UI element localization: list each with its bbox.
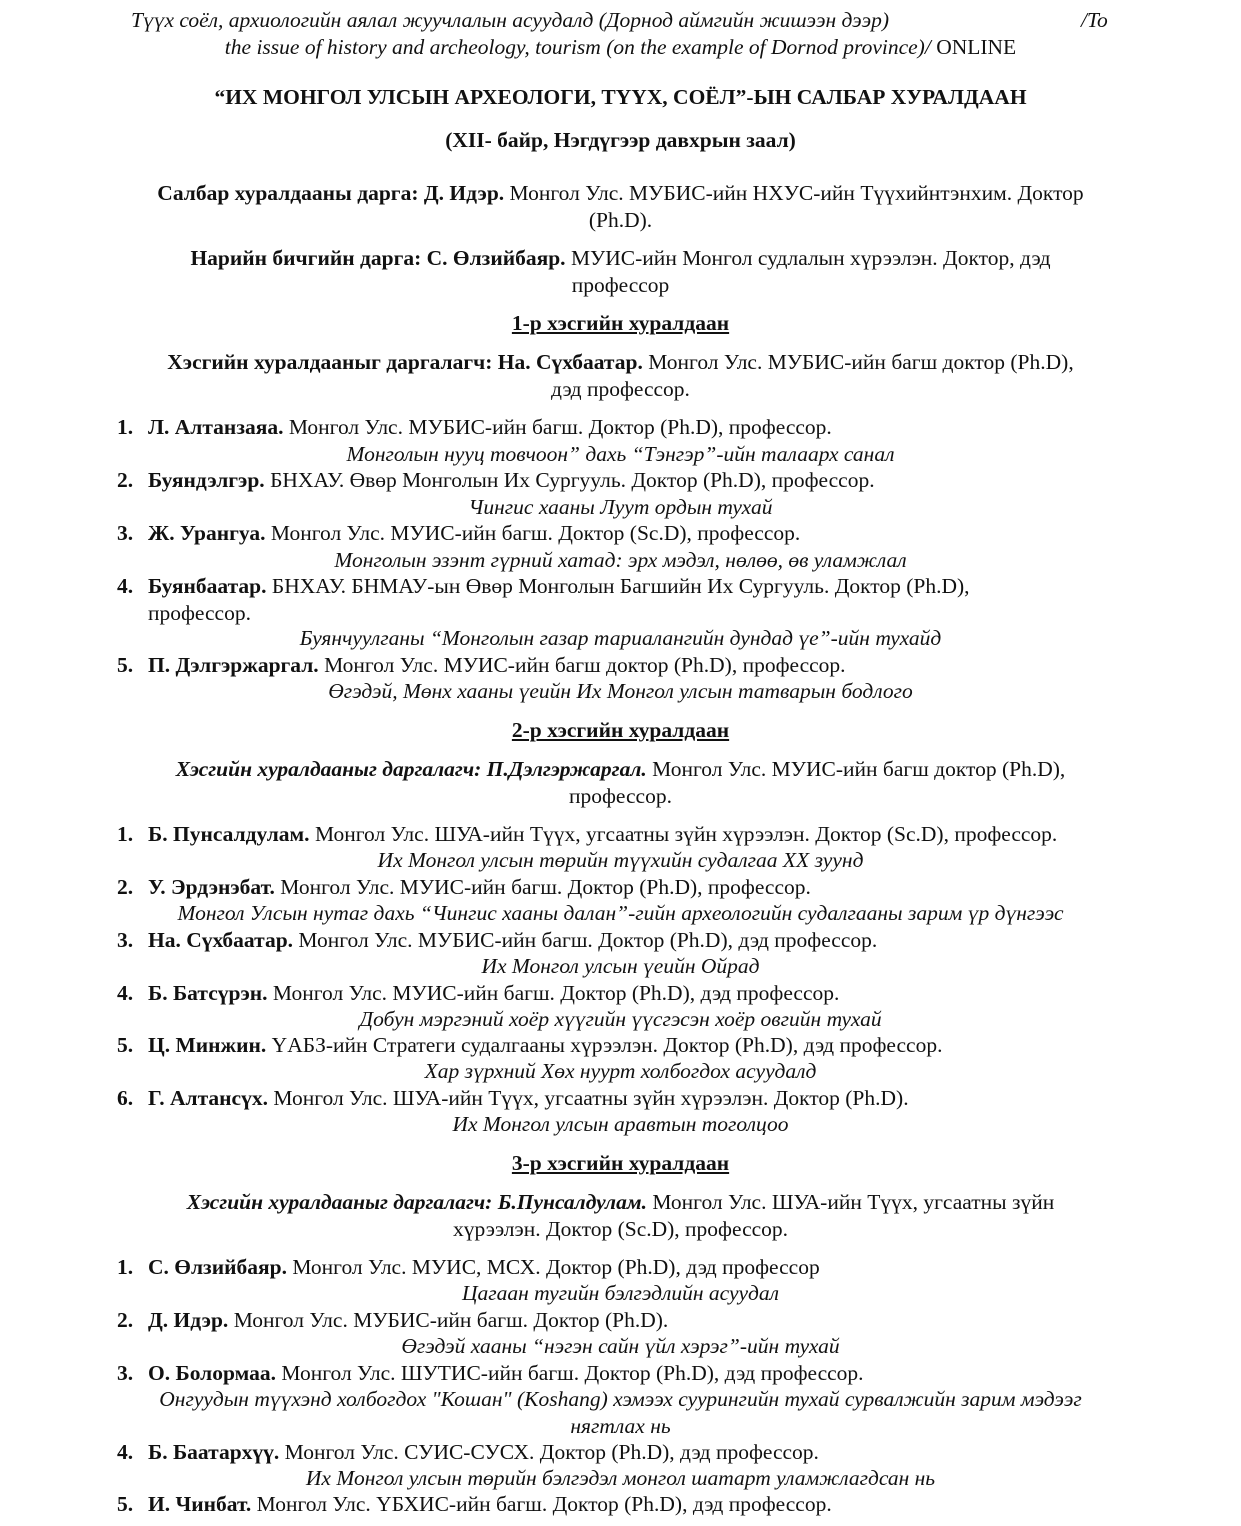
chair-paragraph [110,180,1131,233]
moderator-label: Хэсгийн хуралдааныг даргалагч: П.Дэлгэржаргал. [175,757,647,781]
paper-topic-line1: Онгуудын түүхэнд холбогдох "Кошан" (Koshang) хэмээх суурингийн тухай сурвалжийн зарим мэдээг [159,1387,1082,1411]
speaker-name: Буянбаатар. [148,574,267,598]
item-number: 2. [117,468,134,492]
speaker-affiliation: БНХАУ. БНМАУ-ын Өвөр Монголын Багшийн Их Сургууль. Доктор (Ph.D), [271,574,970,598]
speaker-affiliation: БНХАУ. Өвөр Монголын Их Сургууль. Доктор (Ph.D), профессор. [270,468,875,492]
moderator-desc-line1: Монгол Улс. ШУА-ийн Түүх, угсаатны зүйн [652,1190,1055,1214]
moderator-desc-line1: Монгол Улс. МУИС-ийн багш доктор (Ph.D), [652,757,1066,781]
speaker-name: Л. Алтанзаяа. [148,415,284,439]
speaker-name: Буяндэлгэр. [148,468,265,492]
paper-topic: Добун мэргэний хоёр хүүгийн үүсгэсэн хоёр овгийн тухай [359,1007,882,1031]
speaker-name: Ц. Минжин. [148,1033,267,1057]
session-3-moderator [110,1189,1131,1242]
item-number: 3. [117,928,134,952]
speaker-name: На. Сүхбаатар. [148,928,294,952]
speaker-name: У. Эрдэнэбат. [148,875,275,899]
secretary-desc-line1: МУИС-ийн Монгол судлалын хүрээлэн. Доктор, дэд [570,246,1051,270]
speaker-affiliation: Монгол Улс. МУИС-ийн багш доктор (Ph.D), профессор. [324,653,846,677]
speaker-affiliation: Монгол Улс. МУБИС-ийн багш. Доктор (Ph.D), дэд профессор. [298,928,878,952]
item-number: 5. [117,1033,134,1057]
secretary-paragraph [110,245,1131,298]
speaker-affiliation: Монгол Улс. СУИС-СУСХ. Доктор (Ph.D), дэд профессор. [284,1440,819,1464]
chair-desc-line1: Монгол Улс. МУБИС-ийн НХУС-ийн Түүхийнтэнхим. Доктор [509,181,1084,205]
session-1-heading: 1-р хэсгийн хуралдаан [511,311,730,335]
session-2-moderator [110,756,1131,809]
item-number: 1. [117,822,134,846]
header-title-mongolian: Түүх соёл, архиологийн аялал жуучлалын асуудалд (Дорнод аймгийн жишээн дээр) [131,8,890,32]
paper-topic: Хар зүрхний Хөх нуурт холбогдох асуудалд [424,1059,817,1083]
speaker-affiliation: Монгол Улс. МУБИС-ийн багш. Доктор (Ph.D). [233,1308,669,1332]
secretary-desc-line2: профессор [571,272,670,297]
speaker-name: Б. Батсүрэн. [148,981,268,1005]
speaker-affiliation: Монгол Улс. МУБИС-ийн багш. Доктор (Ph.D), профессор. [288,415,832,439]
speaker-affiliation: Монгол Улс. ШУА-ийн Түүх, угсаатны зүйн хүрээлэн. Доктор (Sc.D), профессор. [314,822,1058,846]
item-number: 2. [117,875,134,899]
speaker-affiliation: Монгол Улс. МУИС-ийн багш. Доктор (Ph.D), дэд профессор. [272,981,840,1005]
item-number: 3. [117,1361,134,1385]
item-number: 3. [117,521,134,545]
header-online-label: ONLINE [936,35,1017,59]
chair-desc-line2: (Ph.D). [588,207,653,232]
paper-topic-line2: нягтлах нь [570,1413,671,1438]
paper-topic: Цагаан тугийн бэлгэдлийн асуудал [461,1281,780,1305]
header-title-english: the issue of history and archeology, tourism (on the example of Dornod province)/ [224,35,931,59]
item-number: 1. [117,415,134,439]
running-header-line2 [0,34,1241,61]
header-title-to: /To [1081,8,1108,32]
speaker-affiliation: Монгол Улс. ҮБХИС-ийн багш. Доктор (Ph.D), дэд профессор. [256,1492,832,1516]
paper-topic [110,1386,1131,1439]
speaker-affiliation: Монгол Улс. МУИС-ийн багш. Доктор (Sc.D), профессор. [270,521,801,545]
session-2-heading: 2-р хэсгийн хуралдаан [511,718,730,742]
speaker-name: П. Дэлгэржаргал. [148,653,319,677]
session-3-heading: 3-р хэсгийн хуралдаан [511,1151,730,1175]
item-number: 6. [117,1086,134,1110]
speaker-name: И. Чинбат. [148,1492,252,1516]
paper-topic: Өгэдэй, Мөнх хааны үеийн Их Монгол улсын татварын бодлого [328,679,913,703]
paper-topic: Монгол Улсын нутаг дахь “Чингис хааны далан”-гийн археологийн судалгааны зарим үр дүнгээс [177,901,1064,925]
speaker-affiliation: ҮАБЗ-ийн Стратеги судалгааны хүрээлэн. Доктор (Ph.D), дэд профессор. [271,1033,943,1057]
paper-topic: Монголын нууц товчоон” дахь “Тэнгэр”-ийн талаарх санал [346,442,895,466]
paper-topic: Чингис хааны Луут ордын тухай [468,495,773,519]
moderator-label: Хэсгийн хуралдааныг даргалагч: На. Сүхбаатар. [167,350,643,374]
speaker-name: Д. Идэр. [148,1308,229,1332]
speaker-affiliation: Монгол Улс. МУИС, МСХ. Доктор (Ph.D), дэд профессор [292,1255,820,1279]
paper-topic: Өгэдэй хааны “нэгэн сайн үйл хэрэг”-ийн тухай [401,1334,840,1358]
paper-topic: Их Монгол улсын төрийн түүхийн судалгаа XX зуунд [377,848,864,872]
speaker-affiliation: Монгол Улс. ШУА-ийн Түүх, угсаатны зүйн хүрээлэн. Доктор (Ph.D). [273,1086,909,1110]
moderator-label: Хэсгийн хуралдааныг даргалагч: Б.Пунсалдулам. [186,1190,647,1214]
secretary-label: Нарийн бичгийн дарга: С. Өлзийбаяр. [190,246,566,270]
item-number: 4. [117,981,134,1005]
moderator-desc-line2: дэд профессор. [551,376,690,401]
item-number: 4. [117,574,134,598]
item-number: 4. [117,1440,134,1464]
paper-topic: Буянчуулганы “Монголын газар тариалангийн дундад үе”-ийн тухайд [299,626,942,650]
speaker-name: Г. Алтансүх. [148,1086,268,1110]
paper-topic: Их Монгол улсын үеийн Ойрад [481,954,760,978]
chair-label: Салбар хуралдааны дарга: Д. Идэр. [157,181,505,205]
speaker-name: О. Болормаа. [148,1361,276,1385]
speaker-name: Б. Пунсалдулам. [148,822,310,846]
item-number: 5. [117,1492,134,1516]
venue: (XII- байр, Нэгдүгээр давхрын заал) [445,128,796,152]
paper-topic: Их Монгол улсын аравтын тоголцоо [452,1112,789,1136]
item-number: 1. [117,1255,134,1279]
item-number: 5. [117,653,134,677]
item-number: 2. [117,1308,134,1332]
speaker-affiliation: Монгол Улс. ШУТИС-ийн багш. Доктор (Ph.D), дэд профессор. [281,1361,864,1385]
moderator-desc-line2: профессор. [569,783,672,808]
speaker-name: С. Өлзийбаяр. [148,1255,287,1279]
moderator-desc-line2: хүрээлэн. Доктор (Sc.D), профессор. [452,1216,789,1241]
moderator-desc-line1: Монгол Улс. МУБИС-ийн багш доктор (Ph.D), [648,350,1074,374]
session-1-moderator [110,349,1131,402]
page-title: “ИХ МОНГОЛ УЛСЫН АРХЕОЛОГИ, ТҮҮХ, СОЁЛ”-ЫН САЛБАР ХУРАЛДААН [214,85,1027,109]
speaker-name: Ж. Урангуа. [148,521,266,545]
speaker-affiliation: Монгол Улс. МУИС-ийн багш. Доктор (Ph.D), профессор. [280,875,811,899]
speaker-name: Б. Баатархүү. [148,1440,280,1464]
speaker-affiliation-line2: профессор. [148,600,251,625]
paper-topic: Их Монгол улсын төрийн бэлгэдэл монгол шатарт уламжлагдсан нь [305,1466,936,1490]
paper-topic: Монголын эзэнт гүрний хатад: эрх мэдэл, нөлөө, өв уламжлал [334,548,907,572]
